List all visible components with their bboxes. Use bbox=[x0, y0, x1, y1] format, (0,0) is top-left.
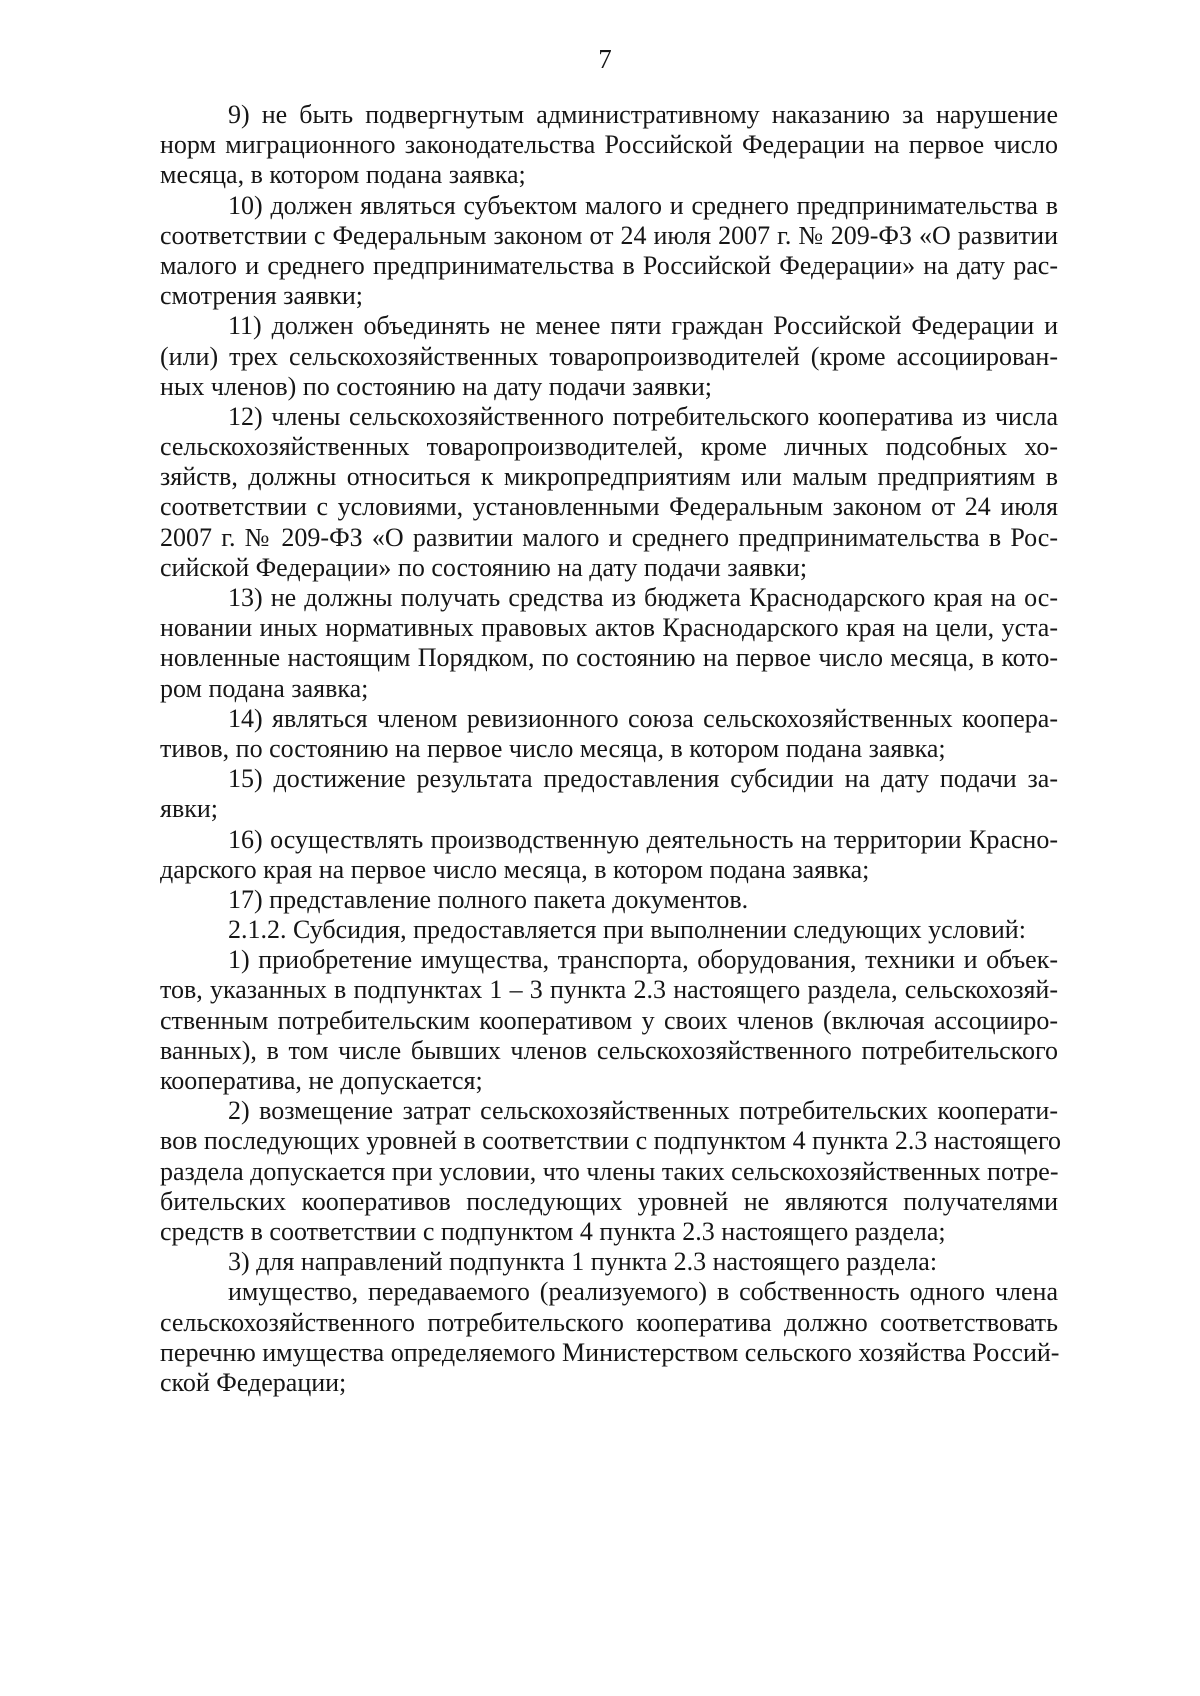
condition-3-property bbox=[160, 1277, 1058, 1398]
clause-16 bbox=[160, 825, 1058, 885]
text-line: 14) являться членом ревизионного союза сельскохозяйственных коопера- bbox=[228, 703, 1058, 733]
text-line: раздела допускается при условии, что члены таких сельскохозяйственных потре- bbox=[160, 1156, 1059, 1186]
text-line: соответствии с условиями, установленными Федеральным законом от 24 июля bbox=[160, 492, 1058, 522]
text-line: 1) приобретение имущества, транспорта, оборудования, техники и объек- bbox=[228, 945, 1058, 975]
text-line: 15) достижение результата предоставления субсидии на дату подачи за- bbox=[228, 764, 1058, 794]
clause-11 bbox=[160, 311, 1058, 402]
condition-1 bbox=[160, 945, 1058, 1096]
text-line: кооператива, не допускается; bbox=[160, 1066, 483, 1095]
text-line: перечню имущества определяемого Министерством сельского хозяйства Россий- bbox=[160, 1337, 1060, 1367]
text-line: 9) не быть подвергнутым административному наказанию за нарушение bbox=[228, 100, 1058, 129]
text-line: норм миграционного законодательства Российской Федерации на первое число bbox=[160, 130, 1058, 160]
text-line: соответствии с Федеральным законом от 24 июля 2007 г. № 209-ФЗ «О развитии bbox=[160, 220, 1058, 250]
text-line: (или) трех сельскохозяйственных товаропроизводителей (кроме ассоциирован- bbox=[160, 341, 1058, 371]
text-line: 2.1.2. Субсидия, предоставляется при выполнении следующих условий: bbox=[228, 915, 1026, 945]
clause-13 bbox=[160, 583, 1058, 704]
clause-15 bbox=[160, 764, 1058, 824]
text-line: бительских кооперативов последующих уровней не являются получателями bbox=[160, 1186, 1058, 1216]
text-line: ственным потребительским кооперативом у своих членов (включая ассоцииро- bbox=[160, 1005, 1058, 1035]
document-body bbox=[160, 100, 1061, 1398]
condition-2 bbox=[160, 1096, 1061, 1247]
text-line: ванных), в том числе бывших членов сельскохозяйственного потребительского bbox=[160, 1035, 1058, 1065]
text-line: новленные настоящим Порядком, по состоянию на первое число месяца, в кото- bbox=[160, 643, 1058, 673]
text-line: новании иных нормативных правовых актов Краснодарского края на цели, уста- bbox=[160, 613, 1058, 643]
text-line: 16) осуществлять производственную деятельность на территории Красно- bbox=[228, 824, 1058, 854]
text-line: сельскохозяйственных товаропроизводителей, кроме личных подсобных хо- bbox=[160, 432, 1058, 462]
text-line: 10) должен являться субъектом малого и среднего предпринимательства в bbox=[228, 190, 1058, 220]
text-line: ской Федерации; bbox=[160, 1367, 347, 1397]
condition-3 bbox=[160, 1247, 1058, 1277]
text-line: 2007 г. № 209-ФЗ «О развитии малого и среднего предпринимательства в Рос- bbox=[160, 522, 1058, 552]
text-line: малого и среднего предпринимательства в Российской Федерации» на дату рас- bbox=[160, 250, 1058, 280]
page-number: 7 bbox=[598, 44, 612, 74]
text-line: 12) члены сельскохозяйственного потребительского кооператива из числа bbox=[228, 401, 1058, 431]
text-line: смотрения заявки; bbox=[160, 281, 363, 311]
text-line: дарского края на первое число месяца, в котором подана заявка; bbox=[160, 854, 870, 884]
clause-14 bbox=[160, 704, 1058, 764]
text-line: 2) возмещение затрат сельскохозяйственных потребительских кооперати- bbox=[228, 1096, 1058, 1126]
text-line: сийской Федерации» по состоянию на дату подачи заявки; bbox=[160, 552, 808, 582]
text-line: имущество, передаваемого (реализуемого) в собственность одного члена bbox=[228, 1277, 1058, 1307]
text-line: сельскохозяйственного потребительского кооператива должно соответствовать bbox=[160, 1307, 1058, 1337]
text-line: ром подана заявка; bbox=[160, 673, 369, 703]
clause-12 bbox=[160, 402, 1058, 583]
text-line: вов последующих уровней в соответствии с подпунктом 4 пункта 2.3 настоящего bbox=[160, 1126, 1061, 1156]
clause-9 bbox=[160, 100, 1058, 191]
text-line: тов, указанных в подпунктах 1 – 3 пункта 2.3 настоящего раздела, сельскохозяй- bbox=[160, 975, 1058, 1005]
text-line: средств в соответствии с подпунктом 4 пункта 2.3 настоящего раздела; bbox=[160, 1216, 946, 1246]
text-line: 3) для направлений подпункта 1 пункта 2.3 настоящего раздела: bbox=[228, 1247, 938, 1277]
clause-10 bbox=[160, 191, 1058, 312]
clause-17 bbox=[160, 885, 1058, 915]
text-line: 17) представление полного пакета документов. bbox=[228, 884, 749, 914]
text-line: явки; bbox=[160, 794, 219, 824]
text-line: 11) должен объединять не менее пяти граждан Российской Федерации и bbox=[228, 311, 1058, 341]
section-2-1-2 bbox=[160, 915, 1058, 945]
text-line: тивов, по состоянию на первое число месяца, в котором подана заявка; bbox=[160, 733, 946, 763]
text-line: ных членов) по состоянию на дату подачи заявки; bbox=[160, 371, 712, 401]
text-line: зяйств, должны относиться к микропредприятиям или малым предприятиям в bbox=[160, 462, 1058, 492]
text-line: месяца, в котором подана заявка; bbox=[160, 160, 526, 190]
text-line: 13) не должны получать средства из бюджета Краснодарского края на ос- bbox=[228, 583, 1058, 612]
